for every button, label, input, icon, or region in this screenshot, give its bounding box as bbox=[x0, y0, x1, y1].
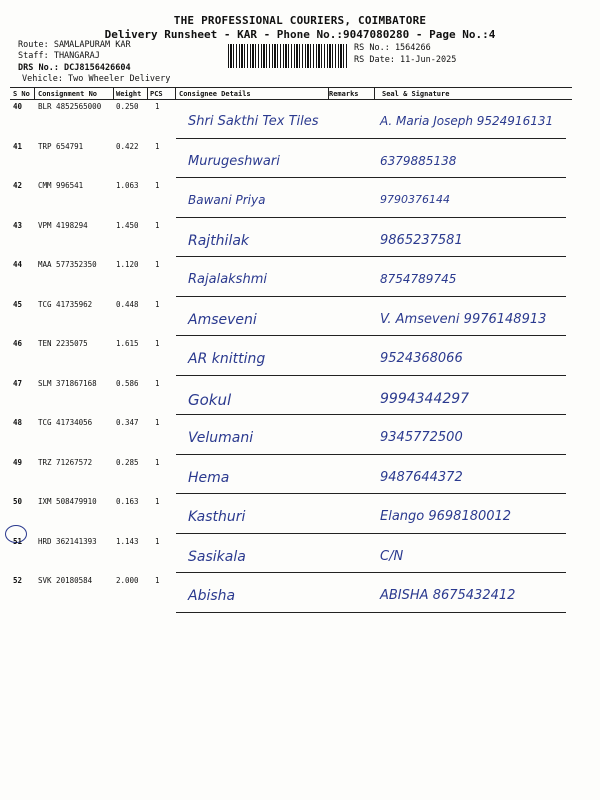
row-pcs: 1 bbox=[155, 576, 160, 585]
runsheet-subtitle: Delivery Runsheet - KAR - Phone No.:9047080280 - Page No.:4 bbox=[104, 28, 496, 41]
col-header-consignment: Consignment No bbox=[38, 90, 98, 98]
row-sno: 52 bbox=[13, 576, 23, 585]
row-weight: 1.450 bbox=[116, 220, 139, 230]
row-consignment-no: CMM 996541 bbox=[38, 181, 84, 190]
row-divider bbox=[176, 612, 566, 613]
row-signature-handwritten: 6379885138 bbox=[380, 153, 457, 168]
row-pcs: 1 bbox=[155, 299, 160, 309]
drs-number: DRS No.: DCJ8156426604 bbox=[18, 63, 131, 73]
table-top-border bbox=[10, 87, 572, 88]
row-divider bbox=[176, 375, 566, 376]
row-divider bbox=[176, 533, 566, 534]
col-header-consignee: Consignee Details bbox=[179, 90, 251, 98]
row-consignee-handwritten: Rajthilak bbox=[188, 232, 250, 249]
col-divider bbox=[113, 87, 114, 100]
row-divider bbox=[176, 454, 566, 455]
row-signature-handwritten: 9994344297 bbox=[380, 390, 470, 407]
row-divider bbox=[176, 256, 566, 257]
row-signature-handwritten: 9865237581 bbox=[380, 232, 463, 248]
row-weight: 1.143 bbox=[116, 536, 139, 546]
row-divider bbox=[176, 177, 566, 178]
row-consignee-handwritten: Bawani Priya bbox=[188, 193, 266, 207]
col-divider bbox=[147, 87, 148, 100]
row-pcs: 1 bbox=[155, 220, 160, 230]
row-sno: 44 bbox=[13, 260, 23, 269]
col-header-weight: Weight bbox=[116, 90, 142, 98]
row-signature-handwritten: 9487644372 bbox=[380, 469, 463, 485]
row-sno: 47 bbox=[13, 378, 23, 388]
row-signature-handwritten: 9790376144 bbox=[380, 193, 450, 206]
table-header-border bbox=[10, 99, 572, 100]
col-header-pcs: PCS bbox=[150, 90, 163, 98]
vehicle-label: Vehicle: Two Wheeler Delivery bbox=[22, 74, 171, 84]
staff-label: Staff: THANGARAJ bbox=[18, 51, 100, 61]
row-consignee-handwritten: AR knitting bbox=[188, 351, 266, 367]
row-consignee-handwritten: Abisha bbox=[188, 588, 236, 604]
row-weight: 0.285 bbox=[116, 457, 139, 467]
row-consignment-no: MAA 577352350 bbox=[38, 260, 97, 269]
row-pcs: 1 bbox=[155, 181, 160, 190]
row-consignment-no: TRP 654791 bbox=[38, 141, 84, 151]
row-consignment-no: VPM 4198294 bbox=[38, 220, 88, 230]
row-signature-handwritten: V. Amseveni 9976148913 bbox=[380, 311, 547, 327]
rs-date: RS Date: 11-Jun-2025 bbox=[354, 55, 457, 65]
row-consignee-handwritten: Kasthuri bbox=[188, 509, 246, 525]
row-weight: 1.120 bbox=[116, 260, 139, 269]
row-sno: 40 bbox=[13, 102, 23, 111]
col-header-remarks: Remarks bbox=[329, 90, 359, 98]
row-consignment-no: TRZ 71267572 bbox=[38, 457, 93, 467]
row-weight: 0.586 bbox=[116, 378, 139, 388]
row-divider bbox=[176, 493, 566, 494]
col-divider bbox=[374, 87, 375, 100]
row-signature-handwritten: ABISHA 8675432412 bbox=[380, 588, 516, 603]
row-divider bbox=[176, 414, 566, 415]
row-consignee-handwritten: Amseveni bbox=[188, 311, 257, 328]
row-consignment-no: TEN 2235075 bbox=[38, 339, 88, 348]
row-consignment-no: IXM 508479910 bbox=[38, 497, 97, 506]
row-consignment-no: HRD 362141393 bbox=[38, 536, 97, 546]
row-sno: 51 bbox=[13, 536, 23, 546]
row-consignee-handwritten: Shri Sakthi Tex Tiles bbox=[188, 114, 319, 129]
col-divider bbox=[34, 87, 35, 100]
row-sno: 48 bbox=[13, 418, 23, 427]
row-sno: 43 bbox=[13, 220, 23, 230]
row-consignment-no: TCG 41734056 bbox=[38, 418, 93, 427]
row-sno: 49 bbox=[13, 457, 23, 467]
row-signature-handwritten: 9345772500 bbox=[380, 430, 463, 445]
route-label: Route: SAMALAPURAM KAR bbox=[18, 40, 131, 50]
row-weight: 1.615 bbox=[116, 339, 139, 348]
row-pcs: 1 bbox=[155, 260, 160, 269]
row-consignment-no: SLM 371867168 bbox=[38, 378, 97, 388]
row-consignee-handwritten: Sasikala bbox=[188, 548, 246, 565]
company-title: THE PROFESSIONAL COURIERS, COIMBATORE bbox=[173, 14, 427, 27]
row-weight: 0.163 bbox=[116, 497, 139, 506]
col-header-sno: S No bbox=[13, 90, 30, 98]
row-weight: 0.448 bbox=[116, 299, 139, 309]
row-consignment-no: SVK 20180584 bbox=[38, 576, 93, 585]
row-sno: 46 bbox=[13, 339, 23, 348]
row-consignment-no: TCG 41735962 bbox=[38, 299, 93, 309]
row-pcs: 1 bbox=[155, 536, 160, 546]
row-pcs: 1 bbox=[155, 457, 160, 467]
barcode-image bbox=[228, 44, 348, 68]
row-divider bbox=[176, 217, 566, 218]
row-divider bbox=[176, 572, 566, 573]
row-weight: 0.347 bbox=[116, 418, 139, 427]
row-pcs: 1 bbox=[155, 141, 160, 151]
row-divider bbox=[176, 138, 566, 139]
row-weight: 1.063 bbox=[116, 181, 139, 190]
row-sno: 41 bbox=[13, 141, 23, 151]
row-consignee-handwritten: Murugeshwari bbox=[188, 153, 280, 169]
row-sno: 50 bbox=[13, 497, 23, 506]
row-weight: 0.250 bbox=[116, 102, 139, 111]
row-divider bbox=[176, 296, 566, 297]
row-consignee-handwritten: Rajalakshmi bbox=[188, 272, 267, 287]
row-signature-handwritten: A. Maria Joseph 9524916131 bbox=[380, 114, 554, 128]
row-signature-handwritten: Elango 9698180012 bbox=[380, 509, 512, 524]
row-pcs: 1 bbox=[155, 102, 160, 111]
row-divider bbox=[176, 335, 566, 336]
row-sno: 42 bbox=[13, 181, 23, 190]
row-signature-handwritten: 9524368066 bbox=[380, 351, 463, 366]
row-consignee-handwritten: Hema bbox=[188, 469, 230, 486]
row-consignee-handwritten: Velumani bbox=[188, 430, 254, 446]
row-signature-handwritten: 8754789745 bbox=[380, 272, 457, 286]
row-pcs: 1 bbox=[155, 339, 160, 348]
row-pcs: 1 bbox=[155, 378, 160, 388]
row-weight: 0.422 bbox=[116, 141, 139, 151]
row-consignment-no: BLR 4852565000 bbox=[38, 102, 102, 111]
row-signature-handwritten: C/N bbox=[380, 548, 404, 564]
row-pcs: 1 bbox=[155, 418, 160, 427]
rs-number: RS No.: 1564266 bbox=[354, 43, 431, 53]
row-pcs: 1 bbox=[155, 497, 160, 506]
col-header-signature: Seal & Signature bbox=[382, 90, 450, 98]
col-divider bbox=[175, 87, 176, 100]
row-sno: 45 bbox=[13, 299, 23, 309]
row-weight: 2.000 bbox=[116, 576, 139, 585]
row-consignee-handwritten: Gokul bbox=[188, 390, 232, 409]
